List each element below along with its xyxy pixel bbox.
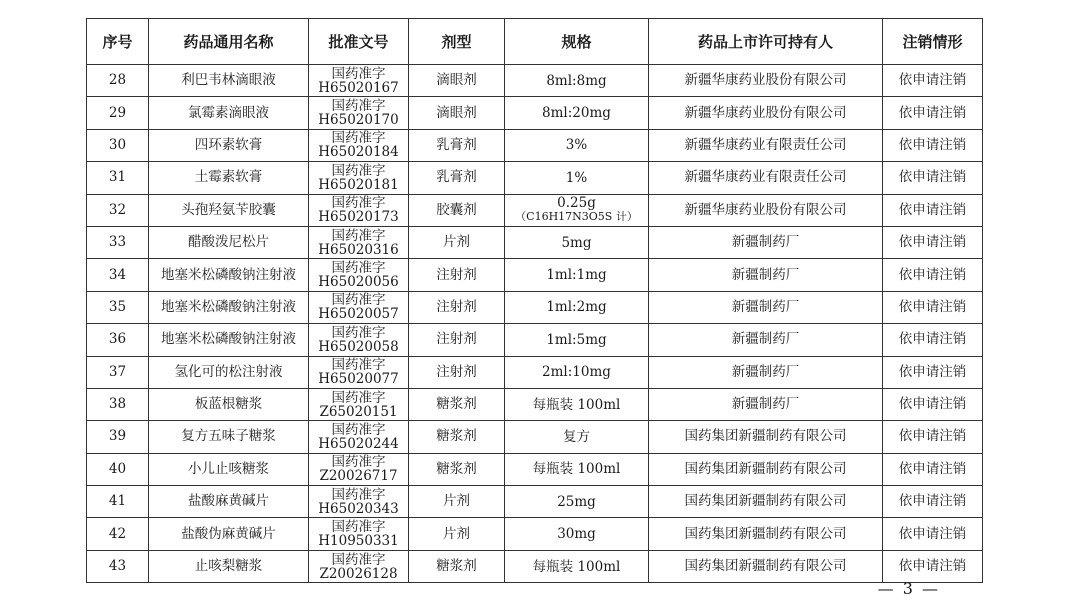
cell-dosage-form: 注射剂 [409,259,505,291]
cell-approval-number [309,65,409,97]
cell-drug-name: 盐酸伪麻黄碱片 [149,518,309,550]
cell-cancellation-status: 依申请注销 [883,518,983,550]
cell-specification [505,324,649,356]
approval-code: H65020173 [318,209,399,226]
table-row [87,162,983,194]
approval-prefix: 国药准字 [331,519,386,536]
cell-cancellation-status: 依申请注销 [883,194,983,226]
header-approval: 批准文号 [309,19,409,65]
cell-cancellation-status: 依申请注销 [883,453,983,485]
cell-cancellation-status: 依申请注销 [883,162,983,194]
approval-prefix: 国药准字 [331,292,386,309]
table-row [87,453,983,485]
cell-drug-name: 地塞米松磷酸钠注射液 [149,291,309,323]
table-row [87,388,983,420]
header-row [87,19,983,65]
cell-specification [505,129,649,161]
spec-value: 复方 [563,428,590,445]
cell-index: 30 [87,129,149,161]
cell-specification [505,162,649,194]
table-row [87,486,983,518]
cell-index: 40 [87,453,149,485]
drug-cancellation-table [86,18,983,583]
approval-code: H65020181 [318,176,399,193]
cell-index: 36 [87,324,149,356]
cell-cancellation-status: 依申请注销 [883,550,983,582]
table-row [87,356,983,388]
cell-cancellation-status: 依申请注销 [883,259,983,291]
table-row [87,421,983,453]
cell-license-holder: 新疆制药厂 [649,356,883,388]
cell-approval-number [309,194,409,226]
cell-index: 33 [87,226,149,258]
cell-license-holder: 新疆制药厂 [649,291,883,323]
table-header [87,19,983,65]
approval-prefix: 国药准字 [331,454,386,471]
cell-cancellation-status: 依申请注销 [883,129,983,161]
cell-license-holder: 国药集团新疆制药有限公司 [649,550,883,582]
cell-specification [505,356,649,388]
spec-note: （C16H17N3O5S 计） [515,210,638,224]
table-row [87,291,983,323]
cell-specification [505,226,649,258]
approval-code: H65020184 [318,144,399,161]
cell-approval-number [309,324,409,356]
cell-dosage-form: 滴眼剂 [409,97,505,129]
cell-drug-name: 头孢羟氨苄胶囊 [149,194,309,226]
header-spec: 规格 [505,19,649,65]
cell-dosage-form: 注射剂 [409,356,505,388]
cell-cancellation-status: 依申请注销 [883,356,983,388]
spec-value: 30mg [557,526,596,543]
cell-drug-name: 板蓝根糖浆 [149,388,309,420]
approval-prefix: 国药准字 [331,98,386,115]
cell-license-holder: 新疆制药厂 [649,388,883,420]
cell-specification [505,259,649,291]
table-body [87,65,983,583]
cell-approval-number [309,129,409,161]
approval-code: Z65020151 [319,403,398,420]
spec-value: 每瓶装 100ml [532,558,621,575]
cell-approval-number [309,356,409,388]
cell-dosage-form: 糖浆剂 [409,550,505,582]
approval-prefix: 国药准字 [331,162,386,179]
cell-index: 43 [87,550,149,582]
cell-drug-name: 地塞米松磷酸钠注射液 [149,259,309,291]
table-row [87,97,983,129]
cell-approval-number [309,259,409,291]
approval-code: H65020057 [318,306,399,323]
approval-code: H10950331 [318,533,399,550]
header-name: 药品通用名称 [149,19,309,65]
approval-prefix: 国药准字 [331,357,386,374]
cell-license-holder: 新疆华康药业有限责任公司 [649,129,883,161]
spec-value: 0.25g [557,195,596,212]
spec-value: 5mg [561,234,592,251]
cell-cancellation-status: 依申请注销 [883,421,983,453]
cell-drug-name: 四环素软膏 [149,129,309,161]
cell-license-holder: 新疆制药厂 [649,324,883,356]
approval-code: H65020077 [318,371,399,388]
cell-dosage-form: 糖浆剂 [409,453,505,485]
cell-specification [505,550,649,582]
cell-specification [505,291,649,323]
cell-license-holder: 国药集团新疆制药有限公司 [649,518,883,550]
cell-dosage-form: 片剂 [409,226,505,258]
cell-approval-number [309,453,409,485]
cell-license-holder: 国药集团新疆制药有限公司 [649,453,883,485]
cell-drug-name: 醋酸泼尼松片 [149,226,309,258]
cell-license-holder: 国药集团新疆制药有限公司 [649,421,883,453]
cell-drug-name: 地塞米松磷酸钠注射液 [149,324,309,356]
cell-specification [505,65,649,97]
spec-value: 每瓶装 100ml [532,396,621,413]
cell-dosage-form: 片剂 [409,486,505,518]
cell-license-holder: 国药集团新疆制药有限公司 [649,486,883,518]
spec-value: 1ml:5mg [546,331,607,348]
cell-specification [505,194,649,226]
cell-specification [505,97,649,129]
cell-index: 28 [87,65,149,97]
cell-dosage-form: 乳膏剂 [409,129,505,161]
cell-dosage-form: 片剂 [409,518,505,550]
spec-value: 25mg [557,493,596,510]
spec-value: 每瓶装 100ml [532,461,621,478]
cell-dosage-form: 糖浆剂 [409,421,505,453]
cell-drug-name: 氯霉素滴眼液 [149,97,309,129]
cell-specification [505,486,649,518]
table-row [87,550,983,582]
cell-index: 38 [87,388,149,420]
cell-drug-name: 止咳梨糖浆 [149,550,309,582]
cell-specification [505,421,649,453]
approval-code: H65020170 [318,112,399,129]
page-number: — 3 — [877,579,940,598]
approval-prefix: 国药准字 [331,324,386,341]
cell-drug-name: 氢化可的松注射液 [149,356,309,388]
cell-cancellation-status: 依申请注销 [883,97,983,129]
cell-dosage-form: 乳膏剂 [409,162,505,194]
cell-index: 35 [87,291,149,323]
header-status: 注销情形 [883,19,983,65]
spec-value: 1ml:2mg [546,299,607,316]
cell-drug-name: 土霉素软膏 [149,162,309,194]
cell-drug-name: 利巴韦林滴眼液 [149,65,309,97]
approval-code: H65020244 [318,435,399,452]
cell-cancellation-status: 依申请注销 [883,291,983,323]
cell-cancellation-status: 依申请注销 [883,486,983,518]
approval-code: H65020056 [318,274,399,291]
cell-index: 42 [87,518,149,550]
cell-index: 34 [87,259,149,291]
cell-dosage-form: 糖浆剂 [409,388,505,420]
cell-cancellation-status: 依申请注销 [883,388,983,420]
cell-index: 41 [87,486,149,518]
cell-license-holder: 新疆华康药业股份有限公司 [649,194,883,226]
header-form: 剂型 [409,19,505,65]
cell-drug-name: 复方五味子糖浆 [149,421,309,453]
approval-prefix: 国药准字 [331,130,386,147]
table-row [87,65,983,97]
approval-code: H65020167 [318,79,399,96]
cell-approval-number [309,97,409,129]
approval-prefix: 国药准字 [331,65,386,82]
header-index: 序号 [87,19,149,65]
cell-index: 31 [87,162,149,194]
cell-approval-number [309,226,409,258]
approval-code: H65020316 [318,241,399,258]
cell-cancellation-status: 依申请注销 [883,324,983,356]
cell-dosage-form: 滴眼剂 [409,65,505,97]
approval-code: Z20026717 [319,468,398,485]
cell-index: 29 [87,97,149,129]
cell-cancellation-status: 依申请注销 [883,226,983,258]
cell-specification [505,453,649,485]
cell-approval-number [309,162,409,194]
spec-value: 8ml:8mg [546,72,607,89]
cell-drug-name: 盐酸麻黄碱片 [149,486,309,518]
cell-dosage-form: 胶囊剂 [409,194,505,226]
cell-license-holder: 新疆华康药业股份有限公司 [649,97,883,129]
cell-dosage-form: 注射剂 [409,324,505,356]
cell-specification [505,388,649,420]
cell-approval-number [309,421,409,453]
approval-prefix: 国药准字 [331,486,386,503]
approval-prefix: 国药准字 [331,551,386,568]
approval-prefix: 国药准字 [331,227,386,244]
spec-value: 1ml:1mg [546,267,607,284]
approval-code: H65020343 [318,500,399,517]
spec-value: 3% [565,137,588,154]
cell-dosage-form: 注射剂 [409,291,505,323]
cell-cancellation-status: 依申请注销 [883,65,983,97]
header-holder: 药品上市许可持有人 [649,19,883,65]
spec-value: 8ml:20mg [542,105,611,122]
table-row [87,226,983,258]
cell-approval-number [309,388,409,420]
cell-license-holder: 新疆制药厂 [649,226,883,258]
approval-code: H65020058 [318,338,399,355]
cell-approval-number [309,518,409,550]
approval-prefix: 国药准字 [331,195,386,212]
table-row [87,129,983,161]
cell-specification [505,518,649,550]
spec-value: 1% [565,169,588,186]
table-row [87,194,983,226]
approval-prefix: 国药准字 [331,389,386,406]
cell-approval-number [309,550,409,582]
table-row [87,259,983,291]
cell-license-holder: 新疆制药厂 [649,259,883,291]
table-row [87,518,983,550]
table-row [87,324,983,356]
cell-approval-number [309,291,409,323]
cell-index: 39 [87,421,149,453]
cell-index: 37 [87,356,149,388]
cell-license-holder: 新疆华康药业有限责任公司 [649,162,883,194]
approval-code: Z20026128 [319,565,398,582]
cell-drug-name: 小儿止咳糖浆 [149,453,309,485]
spec-value: 2ml:10mg [542,364,611,381]
approval-prefix: 国药准字 [331,260,386,277]
approval-prefix: 国药准字 [331,421,386,438]
cell-index: 32 [87,194,149,226]
cell-license-holder: 新疆华康药业股份有限公司 [649,65,883,97]
cell-approval-number [309,486,409,518]
